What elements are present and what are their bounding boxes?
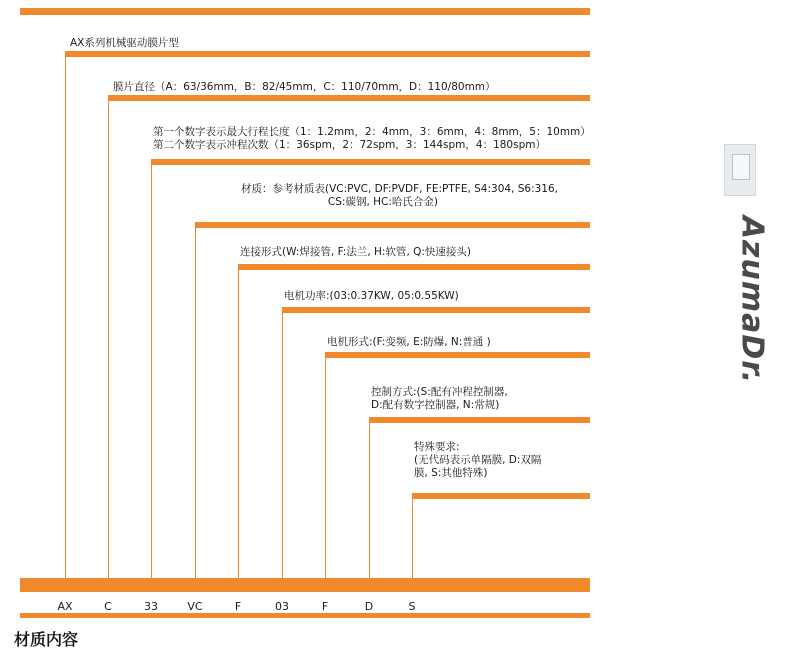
code-d: D (364, 600, 374, 613)
connector-line-4 (195, 225, 196, 592)
product-thumbnail-icon (724, 144, 756, 196)
label-material (198, 183, 558, 209)
connector-line-2 (108, 98, 109, 592)
code-f-motor: F (321, 600, 329, 613)
label-motor-type-line: 电机形式:(F:变频, E:防爆, N:普通 ) (327, 336, 491, 348)
top-bar (20, 8, 590, 15)
connector-line-6 (282, 310, 283, 592)
code-c: C (104, 600, 112, 613)
section-heading: 材质内容 (14, 630, 79, 649)
code-s: S (408, 600, 416, 613)
bottom-bar-upper (20, 578, 590, 592)
label-motor-type (327, 336, 491, 349)
bottom-bar-lower (20, 613, 590, 618)
connector-line-1 (65, 54, 66, 592)
step-bar-1 (65, 51, 590, 57)
code-f-connection: F (234, 600, 242, 613)
connector-line-3 (151, 162, 152, 592)
connector-line-5 (238, 267, 239, 592)
label-special-line-1: 特殊要求: (414, 441, 460, 453)
label-series-line: AX系列机械驱动膜片型 (70, 37, 179, 49)
step-bar-8 (369, 417, 590, 423)
label-material-line-1: 材质：参考材质表(VC:PVC, DF:PVDF, FE:PTFE, S4:304, S6:316, (241, 183, 558, 195)
label-motor-power-line: 电机功率:(03:0.37KW, 05:0.55KW) (284, 290, 459, 302)
step-bar-3 (151, 159, 590, 165)
step-bar-9 (412, 493, 590, 499)
code-ax: AX (57, 600, 73, 613)
label-diaphragm-diameter (113, 81, 496, 94)
label-stroke-line-2: 第二个数字表示冲程次数（1：36spm，2：72spm，3：144spm，4：180spm） (153, 139, 546, 151)
label-motor-power (284, 290, 459, 303)
connector-line-7 (325, 355, 326, 592)
brand-logo (732, 215, 772, 385)
label-stroke (153, 126, 591, 152)
label-connection (240, 246, 471, 259)
label-diaphragm-diameter-line: 膜片直径（A：63/36mm，B：82/45mm，C：110/70mm，D：110/80mm） (113, 81, 496, 93)
brand-logo-text: AzumaDr. (734, 215, 770, 385)
label-connection-line: 连接形式(W:焊接管, F:法兰, H:软管, Q:快速接头) (240, 246, 472, 258)
step-bar-4 (195, 222, 590, 228)
code-33: 33 (144, 600, 158, 613)
label-series (70, 37, 179, 50)
code-03: 03 (275, 600, 289, 613)
connector-line-8 (369, 420, 370, 592)
label-special-line-3: 膜, S:其他特殊) (414, 467, 488, 479)
label-special (414, 441, 541, 480)
label-control-line-2: D:配有数字控制器, N:常规) (371, 399, 500, 411)
step-bar-2 (108, 95, 590, 101)
step-bar-5 (238, 264, 590, 270)
step-bar-6 (282, 307, 590, 313)
label-control (371, 386, 508, 412)
label-material-line-2: CS:碳钢, HC:哈氏合金) (327, 196, 438, 208)
step-bar-7 (325, 352, 590, 358)
label-stroke-line-1: 第一个数字表示最大行程长度（1：1.2mm，2：4mm，3：6mm，4：8mm，5：10mm） (153, 126, 591, 138)
label-special-line-2: (无代码表示单隔膜, D:双隔 (414, 454, 542, 466)
label-control-line-1: 控制方式:(S:配有冲程控制器, (371, 386, 508, 398)
code-vc: VC (187, 600, 203, 613)
